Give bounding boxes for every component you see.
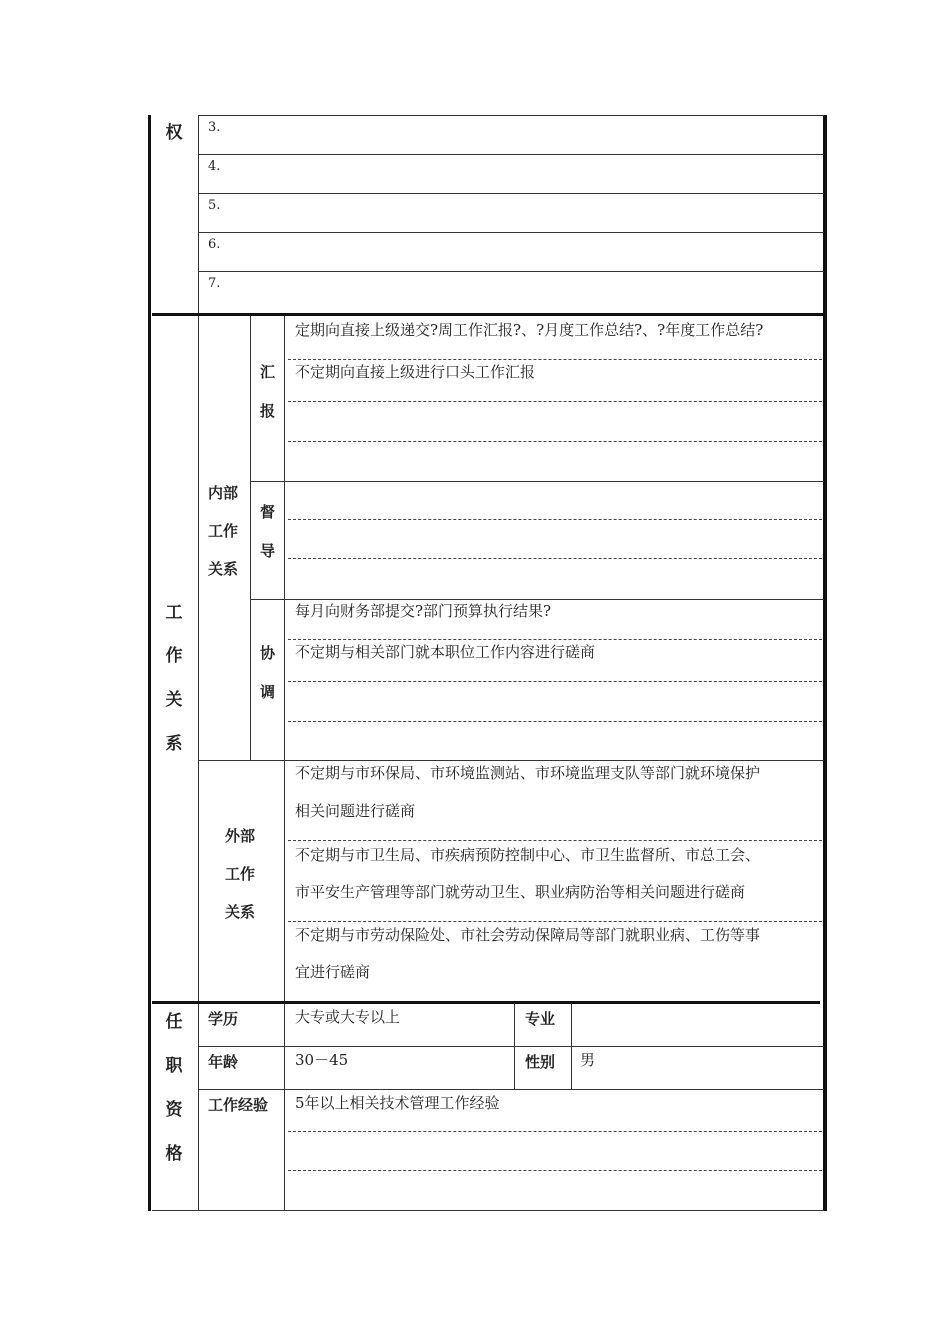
quanli-label: 权: [165, 123, 183, 143]
external-label-line: 外部: [225, 827, 256, 845]
quanli-item-4: 4.: [208, 159, 221, 174]
dashed-line: [288, 921, 822, 922]
report-line: 不定期向直接上级进行口头工作汇报: [295, 363, 536, 381]
section-divider: [152, 313, 824, 316]
row-line: [198, 193, 824, 194]
coordinate-char: 调: [260, 683, 276, 701]
external-item-line: 不定期与市劳动保险处、市社会劳动保障局等部门就职业病、工伤等事: [295, 926, 761, 944]
qualification-title-char: 任: [165, 1012, 183, 1032]
dashed-line: [288, 441, 822, 442]
relations-title-char: 作: [165, 646, 183, 666]
qual-row-line: [198, 1210, 824, 1211]
internal-col-divider: [250, 316, 251, 760]
relations-title-char: 工: [165, 603, 183, 623]
age-label: 年龄: [208, 1053, 239, 1071]
gender-value: 男: [580, 1051, 596, 1069]
section-divider: [152, 1001, 820, 1004]
table-bottom-left: [152, 1210, 198, 1211]
external-item-line: 市平安生产管理等部门就劳动卫生、职业病防治等相关问题进行磋商: [295, 883, 746, 901]
supervise-char: 导: [260, 542, 276, 560]
dashed-line: [288, 1170, 822, 1171]
internal-label-line: 内部: [208, 484, 239, 502]
external-col-divider: [284, 760, 285, 1001]
gender-label: 性别: [525, 1053, 556, 1071]
external-label-line: 关系: [225, 903, 256, 921]
qualification-title-char: 资: [165, 1100, 183, 1120]
quanli-item-3: 3.: [208, 120, 221, 135]
qualification-title-char: 职: [165, 1056, 183, 1076]
coordinate-line: 每月向财务部提交?部门预算执行结果?: [295, 602, 552, 620]
dashed-line: [288, 639, 822, 640]
coordinate-line: 不定期与相关部门就本职位工作内容进行磋商: [295, 643, 596, 661]
row-line: [198, 115, 824, 116]
external-label-line: 工作: [225, 865, 256, 883]
dashed-line: [288, 721, 822, 722]
major-label: 专业: [525, 1010, 556, 1028]
education-label: 学历: [208, 1010, 239, 1028]
dashed-line: [288, 519, 822, 520]
qual-col-divider: [284, 1003, 285, 1211]
sub-col-divider: [284, 316, 285, 760]
row-line: [198, 271, 824, 272]
report-line: 定期向直接上级递交?周工作汇报?、?月度工作总结?、?年度工作总结?: [295, 321, 764, 339]
coordinate-char: 协: [260, 644, 276, 662]
relations-title-char: 系: [165, 734, 183, 754]
relations-title-char: 关: [165, 690, 183, 710]
qual-row-line: [198, 1089, 824, 1090]
external-item-line: 宜进行磋商: [295, 963, 371, 981]
experience-value: 5年以上相关技术管理工作经验: [295, 1094, 500, 1112]
internal-label-line: 关系: [208, 560, 239, 578]
row-line: [198, 154, 824, 155]
qualification-title-char: 格: [165, 1144, 183, 1164]
education-value: 大专或大专以上: [295, 1008, 401, 1026]
age-value: 30－45: [295, 1051, 349, 1069]
report-char: 汇: [260, 363, 276, 381]
experience-label: 工作经验: [208, 1096, 269, 1114]
quanli-item-7: 7.: [208, 276, 221, 291]
dashed-line: [288, 558, 822, 559]
external-item-line: 相关问题进行磋商: [295, 802, 416, 820]
dashed-line: [288, 401, 822, 402]
quanli-item-6: 6.: [208, 237, 221, 252]
subsection-line: [250, 599, 824, 600]
dashed-line: [288, 359, 822, 360]
row-line: [198, 232, 824, 233]
external-item-line: 不定期与市卫生局、市疾病预防控制中心、市卫生监督所、市总工会、: [295, 846, 761, 864]
dashed-line: [288, 1131, 822, 1132]
quanli-item-5: 5.: [208, 198, 221, 213]
dashed-line: [288, 681, 822, 682]
qual-row-line: [198, 1046, 824, 1047]
dashed-line: [288, 840, 822, 841]
internal-label-line: 工作: [208, 522, 239, 540]
subsection-line: [198, 760, 824, 761]
supervise-char: 督: [260, 503, 276, 521]
external-item-line: 不定期与市环保局、市环境监测站、市环境监理支队等部门就环境保护: [295, 764, 761, 782]
report-char: 报: [260, 402, 276, 420]
table-left-border: [148, 115, 151, 1211]
subsection-line: [250, 481, 824, 482]
